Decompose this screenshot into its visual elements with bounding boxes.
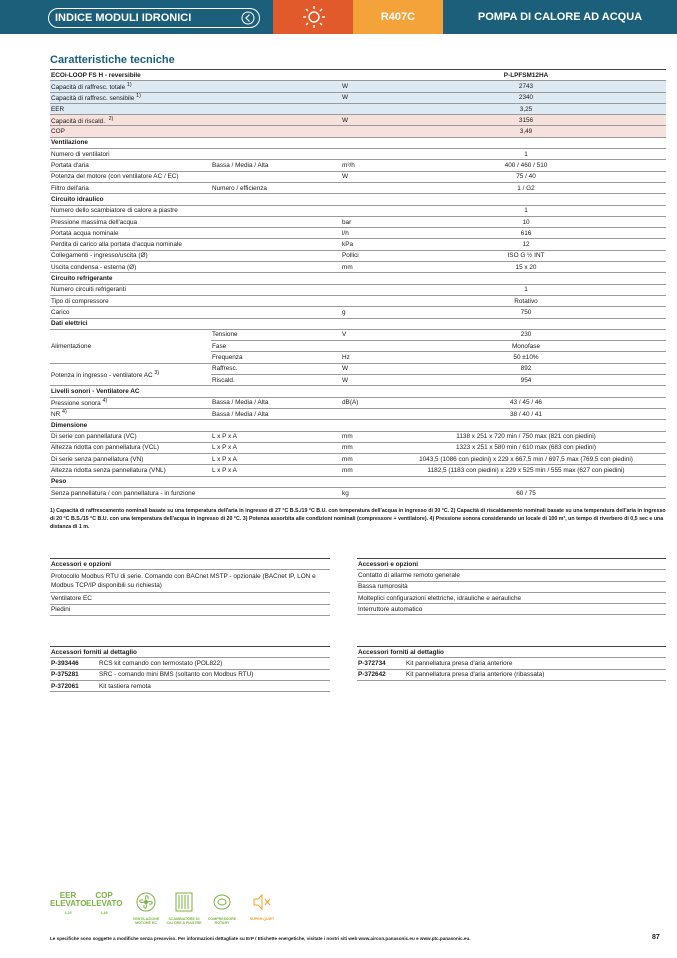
table-row: Uscita condensa - esterna (Ø) mm 15 x 20 — [50, 262, 666, 273]
list-item: P-375281 SRC - comando mini BMS (soltanto con Modbus RTU) — [50, 669, 330, 680]
table-row: Perdita di carico alla portata d'acqua nominale kPa 12 — [50, 239, 666, 250]
section-row: Circuito idraulico — [50, 194, 666, 205]
rotary-compressor-badge: COMPRESSORE ROTARY — [204, 892, 240, 926]
table-row: EER 3,25 — [50, 103, 666, 114]
table-row: Portata d'aria Bassa / Media / Alta m³/h 400 / 460 / 510 — [50, 160, 666, 171]
table-row: Frequenza Hz 50 ±10% — [50, 352, 666, 363]
table-row — [50, 70, 666, 81]
section-row: Circuito refrigerante — [50, 273, 666, 284]
table-row: Altezza ridotta senza pannellatura (VNL) L x P x A mm 1182,5 (1183 con piedini) x 229 x 525 min / 555 max (627 con piedini) — [50, 465, 666, 476]
list-item: Contatto di allarme remoto generale — [357, 570, 666, 581]
table-row: Numero di ventilatori 1 — [50, 149, 666, 160]
list-item: Interruttore automatico — [357, 604, 666, 615]
table-row: Capacità di raffresc. totale $^{1)}$ W 2743 — [50, 81, 666, 92]
ec-fan-badge: VENTILAZIONE MOTORE EC — [128, 892, 164, 926]
section-row: Dimensione — [50, 420, 666, 431]
table-row: Capacità di riscald. $^{2)}$ W 3156 — [50, 115, 666, 126]
table-row: Di serie con pannellatura (VC) L x P x A mm 1138 x 251 x 720 min / 750 max (821 con piedini) — [50, 431, 666, 442]
eer-badge: EER ELEVATO 3,25 — [50, 891, 87, 915]
list-item: P-372061 Kit tastiera remota — [50, 680, 330, 691]
table-row: Riscald. W 954 — [50, 375, 666, 386]
table-row: Fase Monofase — [50, 341, 666, 352]
table-row: Numero dello scambiatore di calore a piastre 1 — [50, 205, 666, 216]
table-row: Capacità di raffresc. sensibile $^{1)}$ W 2340 — [50, 92, 666, 103]
feature-badges — [50, 892, 280, 926]
table-row: COP 3,49 — [50, 126, 666, 137]
spec-table — [50, 69, 666, 499]
table-row: Altezza ridotta con pannellatura (VCL) L x P x A mm 1323 x 251 x 580 min / 610 max (683 con piedini) — [50, 442, 666, 453]
top-header — [0, 0, 677, 34]
table-row: Carico g 750 — [50, 307, 666, 318]
chevron-left-icon — [241, 11, 255, 25]
table-header: Accessori forniti al dettaglio — [357, 647, 666, 658]
list-item: P-372642 Kit pannellatura presa d'aria anteriore (ribassata) — [357, 669, 666, 680]
footnote: 1) Capacità di raffrescamento nominali basate su una temperatura dell'aria in ingresso di 27 °C B.S./19 °C B.U. con temperatura dell'acqua in ingresso di 30 °C. 2) Capacità di riscaldamento nominali basate su una temperatura dell'aria in ingresso di 20 °C B.S./15 °C B.U. con una temperatura dell'acqua in ingresso di 20 °C. 3) Potenza assorbita alle condizioni nominali (compressore + ventilatore). 4) Pressione sonora considerando un locale di 100 m³, un tempo di riverbero di 0,5 sec e una distanza di 1 m. — [50, 508, 666, 530]
section-title: Caratteristiche tecniche — [50, 54, 175, 66]
table-header: Accessori e opzioni — [357, 559, 666, 570]
page-number: 87 — [652, 934, 660, 941]
table-row: Filtro dell'aria Numero / efficienza 1 / G2 — [50, 182, 666, 193]
bottom-note: Le specifiche sono soggette a modifiche senza preavviso. Per informazioni dettagliate su ErP / Etichette energetiche, visitate i nostri siti web www.aircon.panasonic.eu e www.ptc.panasonic.eu. — [50, 936, 471, 941]
list-item: Piedini — [50, 604, 330, 615]
list-item: P-393446 RCS kit comando con termostato (POL822) — [50, 658, 330, 669]
table-row: Pressione sonora $^{4)}$ Bassa / Media / Alta dB(A) 43 / 45 / 46 — [50, 397, 666, 408]
section-row: Dati elettrici — [50, 318, 666, 329]
cop-badge: COP ELEVATO 3,49 — [86, 891, 123, 915]
index-button[interactable] — [48, 8, 260, 28]
table-row: Potenza in ingresso - ventilatore AC $^{3)}$ Raffresc. W 892 — [50, 363, 666, 374]
sun-icon — [303, 5, 325, 29]
model-code: P-LPFSM12HA — [386, 70, 666, 81]
table-row: Potenza del motore (con ventilatore AC / EC) W 75 / 40 — [50, 171, 666, 182]
plate-exchanger-badge: SCAMBIATORE DI CALORE A PIASTRE — [166, 892, 202, 926]
table-row: Numero circuiti refrigeranti 1 — [50, 284, 666, 295]
compressor-icon — [212, 892, 232, 912]
fan-icon — [136, 892, 156, 912]
index-label: INDICE MODULI IDRONICI — [55, 12, 192, 24]
table-row: Tipo di compressore Rotativo — [50, 295, 666, 306]
refrigerant-label: R407C — [353, 0, 443, 34]
model-name: ECOi-LOOP FS H - reversibile — [50, 70, 386, 81]
section-row: Ventilazione — [50, 137, 666, 148]
retail-accessories-left — [50, 646, 330, 692]
list-item: Protocollo Modbus RTU di serie. Comando con BACnet MSTP - opzionale (BACnet IP, LON e Modbus TCP/IP disponibili su richiesta) — [50, 570, 330, 593]
list-item: Ventilatore EC — [50, 593, 330, 604]
plate-exchanger-icon — [174, 892, 194, 912]
table-row: Collegamenti - ingresso/uscita (Ø) Pollici ISO G ½ INT — [50, 250, 666, 261]
mute-speaker-icon — [252, 892, 272, 912]
table-row: NR $^{4)}$ Bassa / Media / Alta 38 / 40 / 41 — [50, 408, 666, 419]
table-header: Accessori e opzioni — [50, 559, 330, 570]
accessories-right — [357, 558, 666, 615]
heat-pump-badge — [273, 0, 353, 34]
section-row: Livelli sonori - Ventilatore AC — [50, 386, 666, 397]
list-item: Bassa rumorosità — [357, 581, 666, 592]
super-quiet-badge: SUPER QUIET — [244, 892, 280, 926]
accessories-left — [50, 558, 330, 616]
table-row: Alimentazione Tensione V 230 — [50, 329, 666, 340]
category-label: POMPA DI CALORE AD ACQUA — [477, 11, 643, 23]
retail-accessories-right — [357, 646, 666, 681]
table-row: Pressione massima dell'acqua bar 10 — [50, 216, 666, 227]
list-item: Molteplici configurazioni elettriche, idrauliche e aerauliche — [357, 592, 666, 603]
table-row: Di serie senza pannellatura (VN) L x P x A mm 1043,5 (1086 con piedini) x 229 x 667,5 min / 697,5 max (769,5 con piedini) — [50, 454, 666, 465]
section-row: Peso — [50, 476, 666, 487]
list-item: P-372734 Kit pannellatura presa d'aria anteriore — [357, 658, 666, 669]
table-header: Accessori forniti al dettaglio — [50, 647, 330, 658]
table-row: Portata acqua nominale l/h 616 — [50, 228, 666, 239]
table-row: Senza pannellatura / con pannellatura - in funzione kg 60 / 75 — [50, 487, 666, 498]
